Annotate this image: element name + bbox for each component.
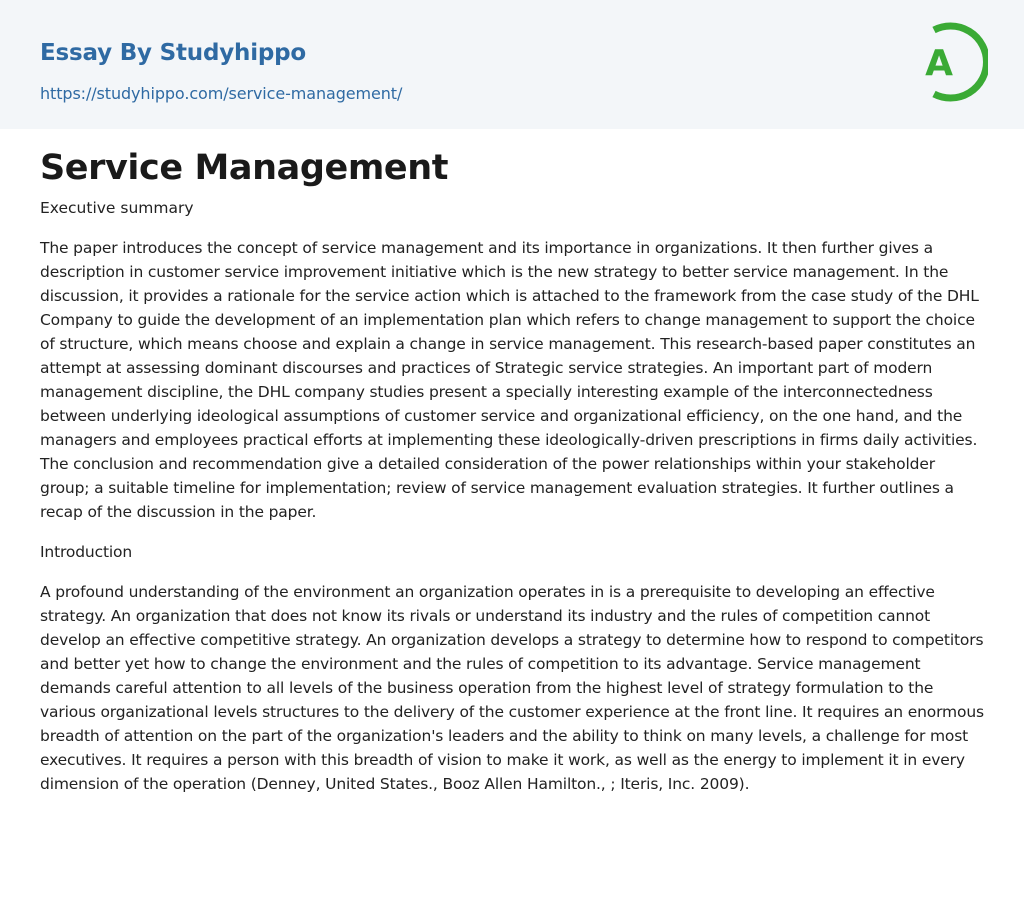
paragraph-executive-summary: The paper introduces the concept of service management and its importance in organizations. It then further gives a description in customer service improvement initiative which is the new strategy to better service management. In the discussion, it provides a rationale for the service action which is attached to the framework from the case study of the DHL Company to guide the development of an implementation plan which refers to change management to support the choice of structure, which means choose and explain a change in service management. This research-based paper constitutes an attempt at assessing dominant discourses and practices of Strategic service strategies. An important part of modern management discipline, the DHL company studies present a specially interesting example of the interconnectedness between underlying ideological assumptions of customer service and organizational efficiency, on the one hand, and the managers and employees practical efforts at implementing these ideologically-driven prescriptions in firms daily activities. The conclusion and recommendation give a detailed consideration of the power relationships within your stakeholder group; a suitable timeline for implementation; review of service management evaluation strategies. It further outlines a recap of the discussion in the paper.: [40, 239, 979, 521]
section-heading-introduction: Introduction: [40, 543, 133, 561]
section-heading-executive-summary: Executive summary: [40, 199, 194, 217]
article: [40, 146, 984, 796]
site-header: [0, 0, 1024, 129]
brand-title[interactable]: Essay By Studyhippo: [40, 40, 307, 66]
essay-url-link[interactable]: https://studyhippo.com/service-management/: [40, 84, 403, 103]
svg-text:A: A: [925, 43, 953, 84]
paragraph-introduction: A profound understanding of the environment an organization operates in is a prerequisite to developing an effective strategy. An organization that does not know its rivals or understand its industry and the rules of competition cannot develop an effective competitive strategy. An organization develops a strategy to determine how to respond to competitors and better yet how to change the environment and the rules of competition to its advantage. Service management demands careful attention to all levels of the business operation from the highest level of strategy formulation to the various organizational levels structures to the delivery of the customer experience at the front line. It requires an enormous breadth of attention on the part of the organization's leaders and the ability to think on many levels, a challenge for most executives. It requires a person with this breadth of vision to make it work, as well as the energy to implement it in every dimension of the operation (Denney, United States., Booz Allen Hamilton., ; Iteris, Inc. 2009).: [40, 583, 984, 793]
studyhippo-logo-icon[interactable]: [912, 18, 988, 106]
page-title: Service Management: [40, 148, 449, 188]
